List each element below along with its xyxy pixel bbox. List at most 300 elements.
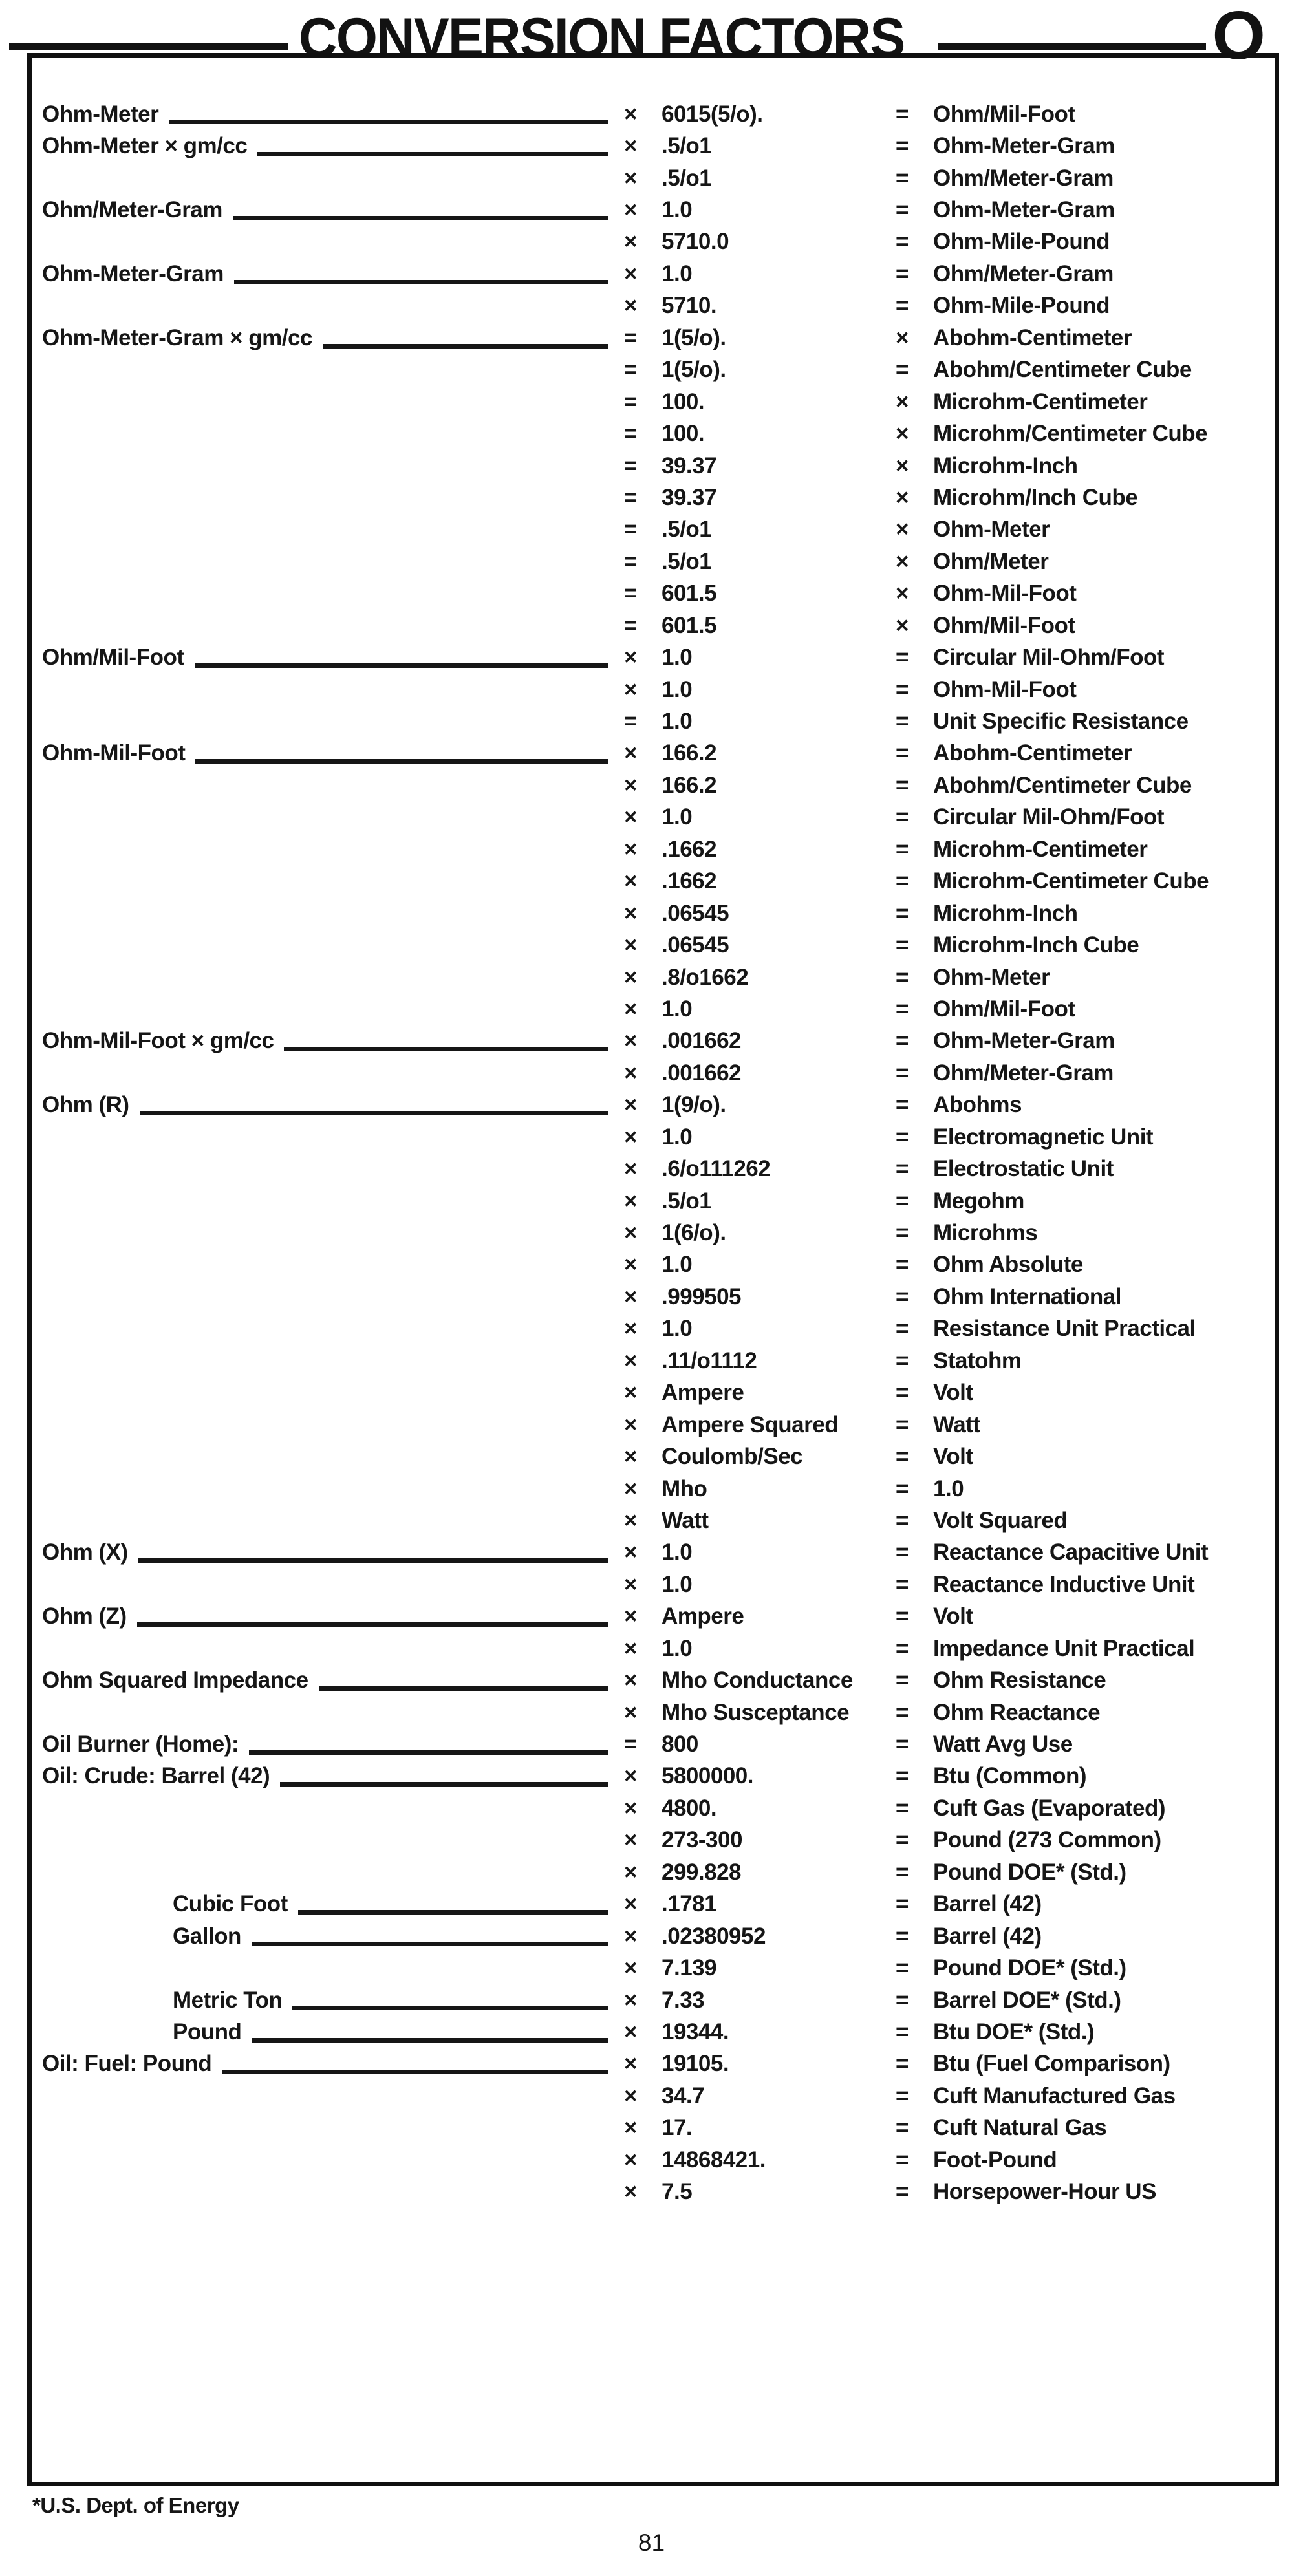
table-row [42,802,1260,833]
result-operator: × [896,325,909,350]
result-value: Btu (Common) [933,1763,1087,1789]
row-label-cell [42,1856,624,1888]
row-label-cell [42,1601,624,1633]
result-operator: = [896,1859,909,1885]
result-operator: = [896,2051,909,2077]
factor-operator: × [624,1923,637,1949]
result-operator: × [896,484,909,510]
row-factor-cell [624,1636,896,1662]
row-factor-cell [624,965,896,991]
table-row [42,866,1260,897]
row-result-cell [896,102,1260,127]
factor-value: Ampere [662,1380,744,1406]
row-result-cell [896,1508,1260,1534]
result-value: Btu (Fuel Comparison) [933,2051,1170,2077]
table-row [42,1441,1260,1472]
factor-operator: × [624,2179,637,2205]
factor-value: 17. [662,2115,693,2141]
factor-value: 1.0 [662,645,693,671]
result-operator: = [896,1540,909,1565]
factor-operator: = [624,612,637,638]
factor-value: 5710. [662,293,717,319]
result-operator: = [896,1668,909,1693]
result-operator: = [896,836,909,862]
result-operator: = [896,645,909,671]
result-value: Pound DOE* (Std.) [933,1955,1126,1981]
row-label-cell [42,1697,624,1728]
row-factor-cell [624,996,896,1022]
row-label-cell [42,1537,624,1569]
table-row [42,1601,1260,1633]
footnote: *U.S. Dept. of Energy [32,2493,239,2517]
factor-operator: × [624,1380,637,1406]
factor-value: 19344. [662,2019,729,2045]
result-value: Volt [933,1604,973,1629]
row-result-cell [896,581,1260,606]
row-factor-cell [624,2179,896,2205]
row-label-cell [42,641,624,673]
row-factor-cell [624,837,896,863]
result-value: Microhms [933,1220,1038,1246]
result-value: Ohm/Mil-Foot [933,996,1075,1022]
row-result-cell [896,804,1260,830]
factor-value: 1.0 [662,1540,693,1565]
row-label: Ohm (Z) [42,1604,127,1629]
row-result-cell [896,965,1260,991]
leader-line [195,663,608,668]
factor-value: 1.0 [662,1124,693,1150]
row-label-cell [42,1761,624,1792]
result-operator: = [896,1955,909,1981]
factor-value: 273-300 [662,1827,742,1853]
row-result-cell [896,1604,1260,1629]
row-factor-cell [624,549,896,575]
factor-operator: × [624,1347,637,1373]
row-label-cell [42,2080,624,2112]
row-result-cell [896,1636,1260,1662]
row-label-cell [42,705,624,737]
factor-value: 39.37 [662,484,717,510]
factor-operator: = [624,1732,637,1757]
factor-operator: × [624,1316,637,1342]
row-result-cell [896,996,1260,1022]
row-result-cell [896,1092,1260,1118]
row-label-cell [42,418,624,449]
result-operator: = [896,1028,909,1054]
row-factor-cell [624,357,896,383]
row-result-cell [896,453,1260,479]
result-value: Ohm-Meter-Gram [933,1028,1115,1054]
row-label-cell [42,610,624,641]
factor-value: 14868421. [662,2147,766,2173]
table-row [42,1505,1260,1536]
factor-value: 7.33 [662,1987,705,2013]
factor-operator: × [624,1859,637,1885]
leader-line [252,1942,608,1946]
result-operator: = [896,1060,909,1086]
table-row [42,226,1260,258]
row-result-cell [896,1156,1260,1182]
table-row [42,546,1260,577]
result-value: Resistance Unit Practical [933,1316,1196,1342]
result-value: Btu DOE* (Std.) [933,2019,1095,2045]
leader-line [249,1750,608,1755]
factor-operator: × [624,1156,637,1182]
factor-value: .11/o1112 [662,1347,757,1373]
factor-value: 100. [662,421,705,447]
row-factor-cell [624,1796,896,1821]
result-operator: = [896,1380,909,1406]
result-value: Horsepower-Hour US [933,2179,1156,2205]
leader-line [140,1111,608,1115]
row-label-cell [42,1153,624,1185]
row-label-cell [42,1825,624,1856]
table-row [42,162,1260,194]
result-value: Microhm-Inch [933,900,1078,926]
leader-line [169,120,608,124]
factor-value: 19105. [662,2051,729,2077]
row-factor-cell [624,517,896,542]
leader-line [137,1622,608,1627]
table-row [42,674,1260,705]
table-row [42,1920,1260,1952]
factor-value: 601.5 [662,581,717,606]
result-value: Ohm-Mile-Pound [933,293,1110,319]
factor-value: 1.0 [662,676,693,702]
result-value: Volt [933,1444,973,1470]
row-result-cell [896,2051,1260,2077]
table-row [42,1792,1260,1824]
row-result-cell [896,1124,1260,1150]
factor-operator: × [624,900,637,926]
result-value: Ohm/Meter-Gram [933,165,1114,191]
row-result-cell [896,1955,1260,1981]
result-value: Ohm-Mile-Pound [933,229,1110,255]
row-factor-cell [624,868,896,894]
result-operator: = [896,1699,909,1725]
result-operator: = [896,293,909,319]
row-factor-cell [624,1028,896,1054]
result-value: Volt Squared [933,1507,1068,1533]
result-operator: = [896,1188,909,1214]
row-result-cell [896,517,1260,542]
factor-value: 800 [662,1732,698,1757]
table-row [42,514,1260,546]
factor-operator: × [624,133,637,159]
result-operator: × [896,581,909,606]
row-result-cell [896,1060,1260,1086]
factor-operator: × [624,1411,637,1437]
result-value: Foot-Pound [933,2147,1057,2173]
row-label-cell [42,546,624,577]
row-label: Oil: Crude: Barrel (42) [42,1763,270,1789]
table-row [42,130,1260,162]
result-value: Abohm-Centimeter [933,325,1132,350]
factor-operator: × [624,1891,637,1917]
row-factor-cell [624,1924,896,1949]
table-row [42,1313,1260,1345]
result-value: Ohm Absolute [933,1252,1083,1278]
row-result-cell [896,1827,1260,1853]
factor-operator: = [624,484,637,510]
table-row [42,258,1260,290]
table-row [42,1825,1260,1856]
result-operator: = [896,804,909,830]
result-operator: × [896,612,909,638]
result-value: Unit Specific Resistance [933,709,1189,735]
row-label-cell [42,1505,624,1536]
result-value: Ohm-Meter [933,517,1050,542]
row-label: Ohm-Mil-Foot [42,740,186,766]
result-value: Ohm/Meter-Gram [933,1060,1114,1086]
row-label-cell [42,450,624,482]
factor-value: .5/o1 [662,517,712,542]
factor-operator: × [624,1987,637,2013]
section-letter: O [1212,0,1265,74]
factor-value: .001662 [662,1028,742,1054]
result-operator: = [896,1411,909,1437]
result-value: Abohm/Centimeter Cube [933,357,1192,383]
table-row [42,641,1260,673]
result-operator: = [896,2083,909,2109]
row-label-cell [42,929,624,961]
row-result-cell [896,2019,1260,2045]
row-result-cell [896,1444,1260,1470]
row-factor-cell [624,197,896,223]
result-operator: = [896,996,909,1022]
row-label-cell [42,1057,624,1089]
result-value: Watt [933,1411,980,1437]
row-label-cell [42,1409,624,1441]
row-result-cell [896,1028,1260,1054]
factor-value: .5/o1 [662,165,712,191]
row-label-cell [42,2112,624,2144]
row-factor-cell [624,645,896,671]
result-operator: = [896,165,909,191]
row-factor-cell [624,613,896,639]
row-label-cell [42,226,624,258]
factor-value: 6015(5/o). [662,101,763,127]
row-result-cell [896,549,1260,575]
result-value: Microhm-Inch Cube [933,932,1139,958]
result-value: Ohm-Meter [933,964,1050,990]
result-operator: = [896,133,909,159]
result-operator: = [896,1124,909,1150]
row-label-cell [42,993,624,1025]
row-label: Ohm-Meter [42,101,159,127]
table-row [42,1409,1260,1441]
row-label-cell [42,769,624,801]
result-value: Ohm/Meter [933,548,1049,574]
row-label-cell [42,354,624,386]
factor-value: 1.0 [662,1252,693,1278]
table-row [42,1664,1260,1696]
row-label-cell [42,1185,624,1217]
row-factor-cell [624,389,896,415]
table-row [42,418,1260,449]
result-operator: = [896,1283,909,1309]
result-operator: = [896,1891,909,1917]
result-operator: = [896,2147,909,2173]
result-value: Megohm [933,1188,1024,1214]
row-label-cell [42,1313,624,1345]
row-label-cell [42,258,624,290]
factor-value: .06545 [662,932,729,958]
factor-operator: = [624,421,637,447]
factor-operator: = [624,389,637,414]
row-factor-cell [624,453,896,479]
table-row [42,1153,1260,1185]
leader-line [195,759,608,764]
factor-operator: × [624,1060,637,1086]
row-label-cell [42,1792,624,1824]
factor-operator: × [624,836,637,862]
row-factor-cell [624,1284,896,1310]
factor-value: .1662 [662,836,717,862]
result-value: Cuft Manufactured Gas [933,2083,1176,2109]
result-operator: = [896,2019,909,2045]
factor-value: 1(5/o). [662,325,726,350]
result-operator: = [896,932,909,958]
row-factor-cell [624,901,896,927]
row-factor-cell [624,229,896,255]
row-result-cell [896,1700,1260,1726]
factor-value: Ampere Squared [662,1411,839,1437]
row-label: Ohm (X) [42,1540,128,1565]
row-label-cell [42,130,624,162]
table-row [42,1217,1260,1249]
table-row [42,290,1260,322]
row-factor-cell [624,1348,896,1374]
row-label-cell [42,802,624,833]
factor-value: .5/o1 [662,133,712,159]
row-label-cell [42,2144,624,2176]
factor-value: 1.0 [662,197,693,223]
result-operator: = [896,2179,909,2205]
factor-operator: × [624,1571,637,1597]
result-operator: = [896,1444,909,1470]
result-value: Electrostatic Unit [933,1156,1114,1182]
table-row [42,1121,1260,1153]
result-operator: = [896,676,909,702]
row-label-cell [42,322,624,354]
result-operator: × [896,517,909,542]
factor-operator: × [624,1955,637,1981]
row-label-cell [42,290,624,322]
row-result-cell [896,1380,1260,1406]
row-result-cell [896,1220,1260,1246]
result-value: Ohm/Meter-Gram [933,261,1114,286]
table-row [42,1345,1260,1377]
row-result-cell [896,1316,1260,1342]
factor-operator: × [624,868,637,894]
factor-value: 1(6/o). [662,1220,726,1246]
row-label: Ohm-Meter-Gram × gm/cc [42,325,312,350]
row-label: Pound [173,2019,242,2045]
table-row [42,194,1260,226]
table-row [42,833,1260,865]
result-value: Cuft Gas (Evaporated) [933,1795,1165,1821]
result-value: Microhm-Centimeter Cube [933,868,1209,894]
result-value: Ohm/Mil-Foot [933,101,1075,127]
row-factor-cell [624,677,896,703]
result-operator: = [896,1476,909,1501]
row-factor-cell [624,804,896,830]
row-label-cell [42,1889,624,1920]
factor-operator: × [624,1220,637,1246]
result-value: Ohm-Mil-Foot [933,581,1077,606]
table-row [42,2112,1260,2144]
factor-value: 601.5 [662,612,717,638]
factor-operator: = [624,357,637,383]
row-label: Oil: Fuel: Pound [42,2051,212,2077]
table-row [42,2048,1260,2080]
row-label: Oil Burner (Home): [42,1732,239,1757]
factor-operator: × [624,1699,637,1725]
factor-operator: × [624,1604,637,1629]
factor-operator: × [624,1763,637,1789]
row-factor-cell [624,1827,896,1853]
result-operator: = [896,1092,909,1118]
table-row [42,993,1260,1025]
result-value: Pound DOE* (Std.) [933,1859,1126,1885]
row-result-cell [896,1412,1260,1438]
result-operator: × [896,389,909,414]
table-row [42,1089,1260,1121]
row-label: Ohm/Meter-Gram [42,197,222,223]
row-factor-cell [624,261,896,287]
row-result-cell [896,357,1260,383]
row-label-cell [42,1664,624,1696]
result-operator: × [896,548,909,574]
row-factor-cell [624,1252,896,1278]
leader-line [234,280,608,284]
row-result-cell [896,773,1260,799]
factor-operator: = [624,548,637,574]
table-row [42,1057,1260,1089]
row-label: Ohm-Meter × gm/cc [42,133,248,159]
factor-value: 7.5 [662,2179,693,2205]
table-row [42,2144,1260,2176]
row-label-cell [42,1952,624,1984]
table-row [42,2080,1260,2112]
row-factor-cell [624,293,896,319]
table-row [42,482,1260,513]
row-factor-cell [624,133,896,159]
result-operator: = [896,1987,909,2013]
row-result-cell [896,901,1260,927]
row-label-cell [42,1441,624,1472]
result-operator: = [896,229,909,255]
factor-value: .1781 [662,1891,717,1917]
leader-line [280,1782,608,1787]
row-result-cell [896,2115,1260,2141]
result-operator: = [896,900,909,926]
row-label-cell [42,98,624,130]
result-value: Abohms [933,1092,1022,1118]
factor-operator: × [624,1028,637,1054]
factor-operator: × [624,740,637,766]
result-value: Circular Mil-Ohm/Foot [933,804,1164,830]
row-result-cell [896,1188,1260,1214]
table-row [42,1185,1260,1217]
result-value: Circular Mil-Ohm/Foot [933,645,1164,671]
row-factor-cell [624,1220,896,1246]
row-label-cell [42,833,624,865]
row-result-cell [896,325,1260,351]
row-label-cell [42,2176,624,2207]
row-label-cell [42,514,624,546]
